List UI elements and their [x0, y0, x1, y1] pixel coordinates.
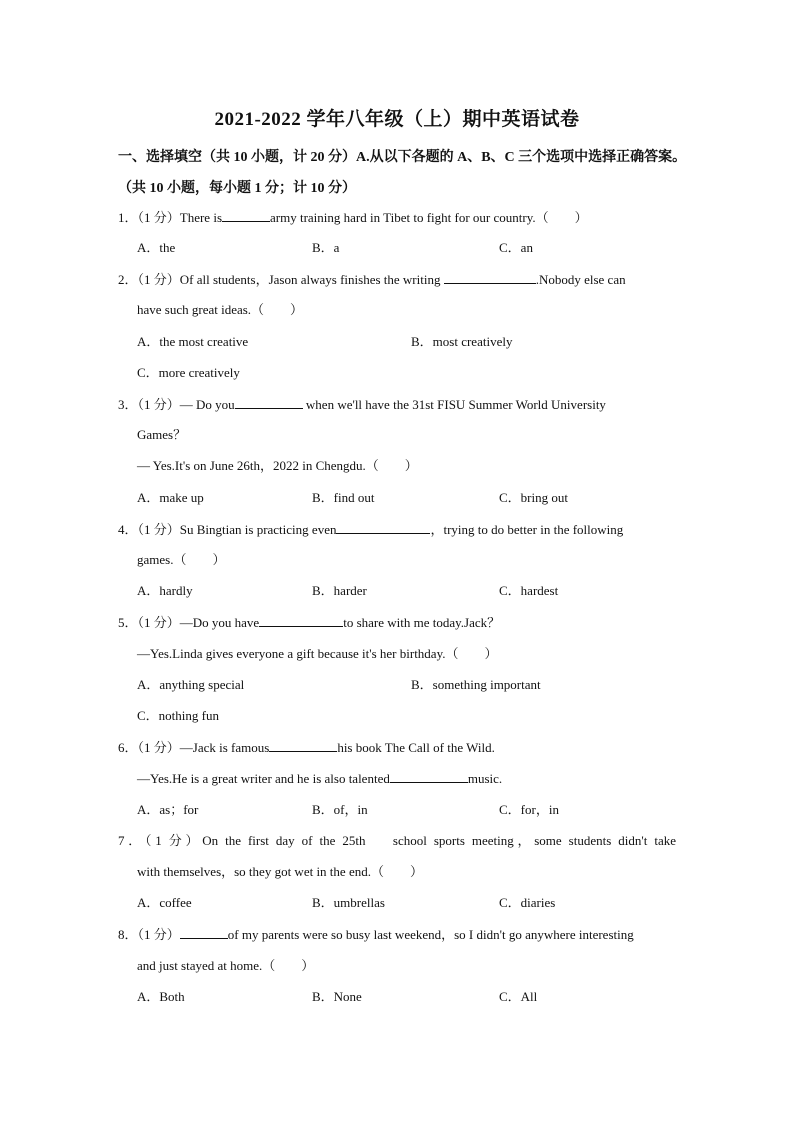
- option-a: A．make up: [137, 490, 204, 505]
- option-b: B．None: [312, 989, 362, 1004]
- question-1: 1．（1 分）There is army training hard in Tibet to fight for our country.（ ）: [118, 210, 588, 225]
- option-c: C．more creatively: [137, 365, 240, 380]
- option-b: B．find out: [312, 490, 375, 505]
- option-b: B．of，in: [312, 802, 368, 817]
- answer-blank: [336, 521, 430, 534]
- question-4-cont: games.（ ）: [137, 552, 226, 567]
- option-b: B．most creatively: [411, 334, 513, 349]
- option-c: C．bring out: [499, 490, 568, 505]
- option-b: B．harder: [312, 583, 367, 598]
- question-8: 8．（1 分） of my parents were so busy last weekend，so I didn't go anywhere interesting: [118, 927, 634, 942]
- answer-blank: [235, 396, 303, 409]
- question-2: 2．（1 分）Of all students，Jason always finishes the writing .Nobody else can: [118, 272, 626, 287]
- answer-blank: [390, 770, 468, 783]
- option-a: A．anything special: [137, 677, 245, 692]
- option-c: C．All: [499, 989, 538, 1004]
- question-6: 6．（1 分）—Jack is famous his book The Call of the Wild.: [118, 740, 495, 755]
- option-a: A．as；for: [137, 802, 199, 817]
- answer-blank: [180, 926, 228, 939]
- option-b: B．umbrellas: [312, 895, 385, 910]
- option-a: A．the: [137, 240, 176, 255]
- question-7: 7．（1 分）On the first day of the 25th school sports meeting，some students didn't take: [118, 833, 676, 848]
- question-5-reply: —Yes.Linda gives everyone a gift because it's her birthday.（ ）: [137, 646, 498, 661]
- option-c: C．diaries: [499, 895, 556, 910]
- question-6-reply: —Yes.He is a great writer and he is also talented music.: [137, 771, 503, 786]
- answer-blank: [222, 209, 270, 222]
- option-c: C．hardest: [499, 583, 559, 598]
- option-a: A．coffee: [137, 895, 192, 910]
- option-c: C．an: [499, 240, 533, 255]
- option-a: A．Both: [137, 989, 185, 1004]
- question-3: 3．（1 分）— Do you when we'll have the 31st FISU Summer World University: [118, 397, 606, 412]
- question-2-cont: have such great ideas.（ ）: [137, 302, 304, 317]
- option-c: C．for，in: [499, 802, 559, 817]
- answer-blank: [269, 739, 337, 752]
- question-5: 5．（1 分）—Do you have to share with me today.Jack？: [118, 615, 501, 630]
- option-a: A．the most creative: [137, 334, 249, 349]
- section-heading: 一、选择填空（共 10 小题，计 20 分）A.从以下各题的 A、B、C 三个选项中选择正确答案。: [118, 150, 687, 165]
- question-7-cont: with themselves，so they got wet in the end.（ ）: [137, 864, 423, 879]
- section-subheading: （共 10 小题，每小题 1 分；计 10 分）: [118, 181, 356, 196]
- option-c: C．nothing fun: [137, 708, 219, 723]
- option-a: A．hardly: [137, 583, 193, 598]
- question-8-cont: and just stayed at home.（ ）: [137, 958, 315, 973]
- page-title: 2021-2022 学年八年级（上）期中英语试卷: [214, 109, 580, 130]
- question-3-reply: — Yes.It's on June 26th，2022 in Chengdu.（ ）: [137, 458, 418, 473]
- question-3-cont: Games？: [137, 427, 187, 442]
- answer-blank: [259, 614, 343, 627]
- answer-blank: [444, 271, 536, 284]
- option-b: B．a: [312, 240, 340, 255]
- option-b: B．something important: [411, 677, 541, 692]
- question-4: 4．（1 分）Su Bingtian is practicing even ，trying to do better in the following: [118, 522, 624, 537]
